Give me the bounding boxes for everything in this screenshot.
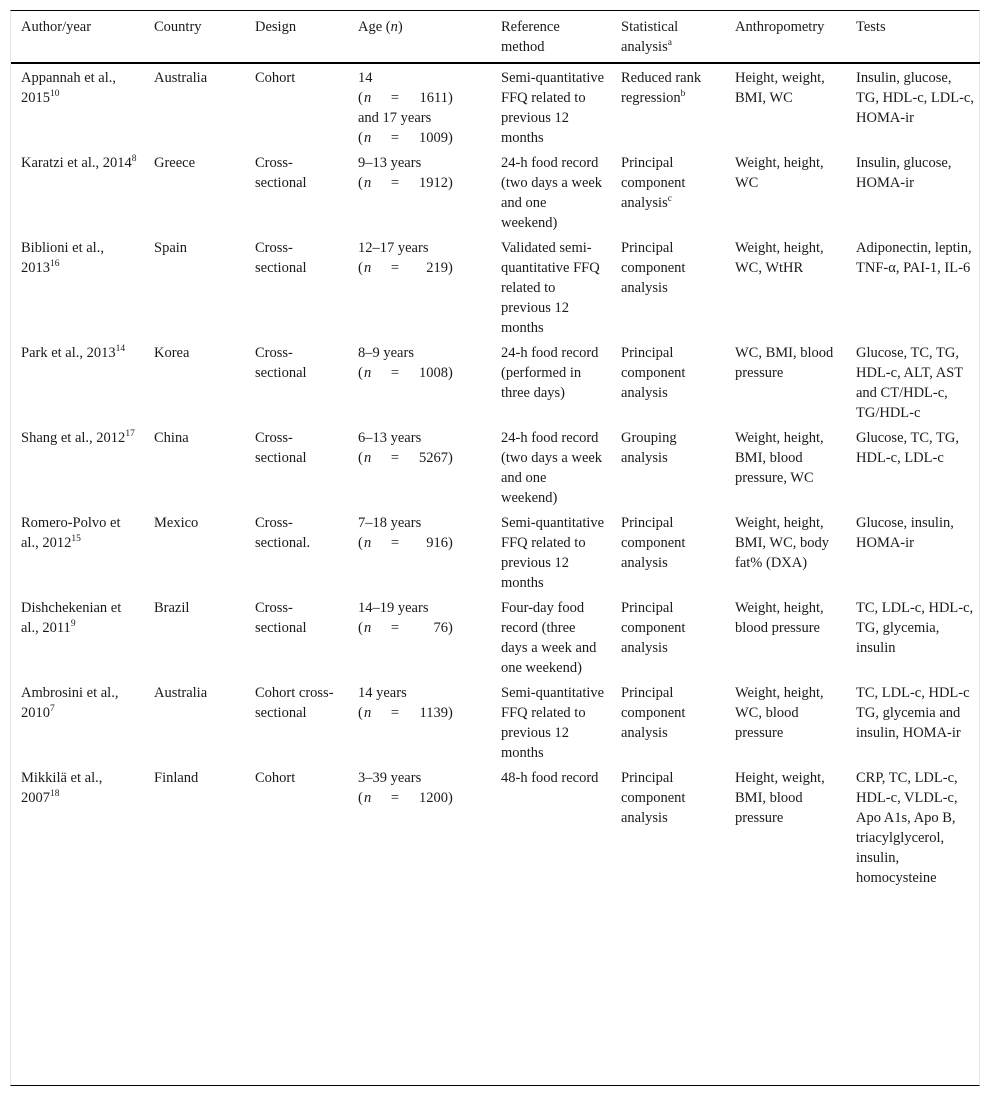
age-n-line: (n = 1611) — [358, 90, 453, 106]
cell-reference: 48-h food record — [501, 770, 599, 786]
author-ref: 17 — [125, 429, 135, 439]
age-n-value: 1611 — [419, 90, 448, 106]
age-line: 7–18 years — [358, 515, 422, 531]
cell-anthropometry: Weight, height, blood pressure — [735, 600, 824, 636]
header-country: Country — [144, 11, 245, 63]
statistical-text: Principal component analysis — [621, 155, 686, 211]
header-author: Author/year — [11, 11, 144, 63]
cell-reference: 24-h food record (performed in three days) — [501, 345, 599, 401]
author-ref: 18 — [50, 789, 60, 799]
age-line: and 17 years — [358, 110, 432, 126]
author-ref: 16 — [50, 259, 60, 269]
cell-age — [348, 764, 491, 889]
cell-country: Spain — [154, 240, 188, 256]
author-text: Park et al., 2013 — [21, 345, 116, 361]
cell-tests: Glucose, TC, TG, HDL-c, LDL-c — [856, 430, 959, 466]
cell-design: Cross-sectional — [255, 430, 307, 466]
age-n-value: 219 — [426, 260, 448, 276]
age-n-value: 1912 — [419, 175, 448, 191]
age-line: 12–17 years — [358, 240, 429, 256]
cell-age — [348, 234, 491, 339]
cell-age — [348, 63, 491, 149]
age-n-line: (n = 1200) — [358, 790, 453, 806]
author-ref: 8 — [131, 154, 137, 164]
author-text: Mikkilä et al., 2007 — [21, 770, 103, 806]
statistical-text: Principal component analysis — [621, 770, 686, 826]
cell-reference: 24-h food record (two days a week and one weekend) — [501, 155, 603, 231]
header-tests: Tests — [846, 11, 980, 63]
author-text: Romero-Polvo et al., 2012 — [21, 515, 121, 551]
cell-design: Cohort — [255, 70, 296, 86]
author-ref: 14 — [115, 344, 126, 354]
author-ref: 7 — [50, 704, 55, 714]
cell-statistical — [611, 679, 725, 764]
cell-age — [348, 594, 491, 679]
author-text: Ambrosini et al., 2010 — [21, 685, 119, 721]
header-reference: Reference method — [491, 11, 611, 63]
table-row — [11, 679, 980, 764]
cell-tests: Insulin, glucose, TG, HDL-c, LDL-c, HOMA-ir — [856, 70, 974, 126]
header-age-prefix: Age ( — [358, 19, 391, 35]
cell-reference: 24-h food record (two days a week and one weekend) — [501, 430, 603, 506]
cell-statistical — [611, 509, 725, 594]
author-text: Karatzi et al., 2014 — [21, 155, 132, 171]
cell-anthropometry: Height, weight, BMI, blood pressure — [735, 770, 825, 826]
header-design: Design — [245, 11, 348, 63]
table-row — [11, 234, 980, 339]
cell-country: China — [154, 430, 189, 446]
age-n-close: ) — [448, 130, 453, 146]
cell-design: Cross-sectional. — [255, 515, 311, 551]
cell-age — [348, 149, 491, 234]
cell-author — [11, 63, 144, 149]
table-row — [11, 764, 980, 889]
header-anthropometry: Anthropometry — [725, 11, 846, 63]
cell-country: Australia — [154, 70, 208, 86]
cell-tests: Glucose, insulin, HOMA-ir — [856, 515, 954, 551]
statistical-footnote: b — [680, 89, 686, 99]
header-statistical — [611, 11, 725, 63]
cell-anthropometry: Weight, height, WC, blood pressure — [735, 685, 824, 741]
age-line: 14–19 years — [358, 600, 429, 616]
author-text: Appannah et al., 2015 — [21, 70, 117, 106]
cell-author — [11, 594, 144, 679]
author-text: Shang et al., 2012 — [21, 430, 126, 446]
header-row — [11, 11, 980, 63]
cell-statistical — [611, 149, 725, 234]
age-n-value: 1009 — [419, 130, 448, 146]
cell-statistical — [611, 764, 725, 889]
age-line: 6–13 years — [358, 430, 422, 446]
cell-country: Mexico — [154, 515, 199, 531]
age-n-line: (n = 916) — [358, 535, 453, 551]
cell-anthropometry: WC, BMI, blood pressure — [735, 345, 834, 381]
age-n-value: 5267 — [419, 450, 448, 466]
cell-author — [11, 149, 144, 234]
age-line: 9–13 years — [358, 155, 422, 171]
statistical-text: Reduced rank regression — [621, 70, 702, 106]
cell-reference: Semi-quantitative FFQ related to previous 12 months — [501, 685, 605, 761]
cell-tests: TC, LDL-c, HDL-c, TG, glycemia, insulin — [856, 600, 974, 656]
table-row — [11, 63, 980, 149]
table-row — [11, 339, 980, 424]
age-n-value: 1139 — [419, 705, 448, 721]
age-n-line: (n = 219) — [358, 260, 453, 276]
header-age-n: n — [390, 19, 398, 35]
cell-design: Cross-sectional — [255, 155, 307, 191]
cell-anthropometry: Weight, height, WC — [735, 155, 824, 191]
cell-anthropometry: Height, weight, BMI, WC — [735, 70, 825, 106]
cell-anthropometry: Weight, height, BMI, blood pressure, WC — [735, 430, 824, 486]
cell-author — [11, 764, 144, 889]
author-text: Biblioni et al., 2013 — [21, 240, 104, 276]
cell-age — [348, 679, 491, 764]
header-statistical-label: Statistical analysis — [621, 19, 679, 55]
cell-tests: CRP, TC, LDL-c, HDL-c, VLDL-c, Apo A1s, Apo B, triacylglycerol, insulin, homocysteine — [856, 770, 958, 886]
author-ref: 15 — [71, 534, 81, 544]
age-n-value: 1008 — [419, 365, 448, 381]
cell-author — [11, 339, 144, 424]
cell-tests: TC, LDL-c, HDL-c TG, glycemia and insulin, HOMA-ir — [856, 685, 970, 741]
cell-age — [348, 424, 491, 509]
author-ref: 9 — [70, 619, 76, 629]
cell-age — [348, 339, 491, 424]
age-line: 3–39 years — [358, 770, 422, 786]
cell-country: Australia — [154, 685, 208, 701]
age-line: 14 years — [358, 685, 407, 701]
cell-statistical — [611, 594, 725, 679]
author-text: Dishchekenian et al., 2011 — [21, 600, 122, 636]
cell-statistical — [611, 63, 725, 149]
cell-country: Greece — [154, 155, 196, 171]
age-n-line: (n = 1008) — [358, 365, 453, 381]
cell-reference: Semi-quantitative FFQ related to previous 12 months — [501, 70, 605, 146]
statistical-text: Principal component analysis — [621, 685, 686, 741]
header-age — [348, 11, 491, 63]
table-row — [11, 149, 980, 234]
statistical-text: Principal component analysis — [621, 600, 686, 656]
statistical-text: Grouping analysis — [621, 430, 677, 466]
age-n-line: (n = 5267) — [358, 450, 453, 466]
cell-author — [11, 509, 144, 594]
cell-author — [11, 234, 144, 339]
cell-reference: Semi-quantitative FFQ related to previous 12 months — [501, 515, 605, 591]
cell-statistical — [611, 424, 725, 509]
studies-table — [11, 11, 980, 889]
cell-statistical — [611, 234, 725, 339]
age-n-line: (n = 1139) — [358, 705, 453, 721]
cell-tests: Adiponectin, leptin, TNF-α, PAI-1, IL-6 — [856, 240, 972, 276]
cell-reference: Four-day food record (three days a week and one weekend) — [501, 600, 597, 676]
cell-country: Brazil — [154, 600, 190, 616]
table-row — [11, 594, 980, 679]
age-n-line: (n = 76) — [358, 620, 453, 636]
cell-tests: Glucose, TC, TG, HDL-c, ALT, AST and CT/HDL-c, TG/HDL-c — [856, 345, 963, 421]
statistical-text: Principal component analysis — [621, 515, 686, 571]
age-n-line: (n = 1912) — [358, 175, 453, 191]
age-line: 8–9 years — [358, 345, 414, 361]
cell-tests: Insulin, glucose, HOMA-ir — [856, 155, 952, 191]
cell-design: Cross-sectional — [255, 600, 307, 636]
cell-anthropometry: Weight, height, WC, WtHR — [735, 240, 824, 276]
statistical-footnote: c — [667, 194, 672, 204]
statistical-text: Principal component analysis — [621, 240, 686, 296]
age-n-value: 1200 — [419, 790, 448, 806]
cell-statistical — [611, 339, 725, 424]
cell-design: Cohort cross-sectional — [255, 685, 334, 721]
age-n-line: (n = 1009) — [358, 130, 453, 146]
cell-design: Cross-sectional — [255, 345, 307, 381]
age-line: 14 — [358, 70, 373, 86]
cell-reference: Validated semi-quantitative FFQ related to previous 12 months — [501, 240, 600, 336]
cell-author — [11, 679, 144, 764]
statistical-text: Principal component analysis — [621, 345, 686, 401]
cell-anthropometry: Weight, height, BMI, WC, body fat% (DXA) — [735, 515, 829, 571]
cell-author — [11, 424, 144, 509]
age-n-value: 76 — [433, 620, 448, 636]
table-row — [11, 424, 980, 509]
cell-country: Finland — [154, 770, 199, 786]
header-statistical-footnote: a — [667, 38, 672, 48]
cell-age — [348, 509, 491, 594]
age-n-value: 916 — [426, 535, 448, 551]
table-row — [11, 509, 980, 594]
cell-country: Korea — [154, 345, 190, 361]
author-ref: 10 — [50, 89, 60, 99]
cell-design: Cross-sectional — [255, 240, 307, 276]
age-n-close: ) — [448, 90, 453, 106]
header-age-suffix: ) — [397, 19, 403, 35]
cell-design: Cohort — [255, 770, 296, 786]
